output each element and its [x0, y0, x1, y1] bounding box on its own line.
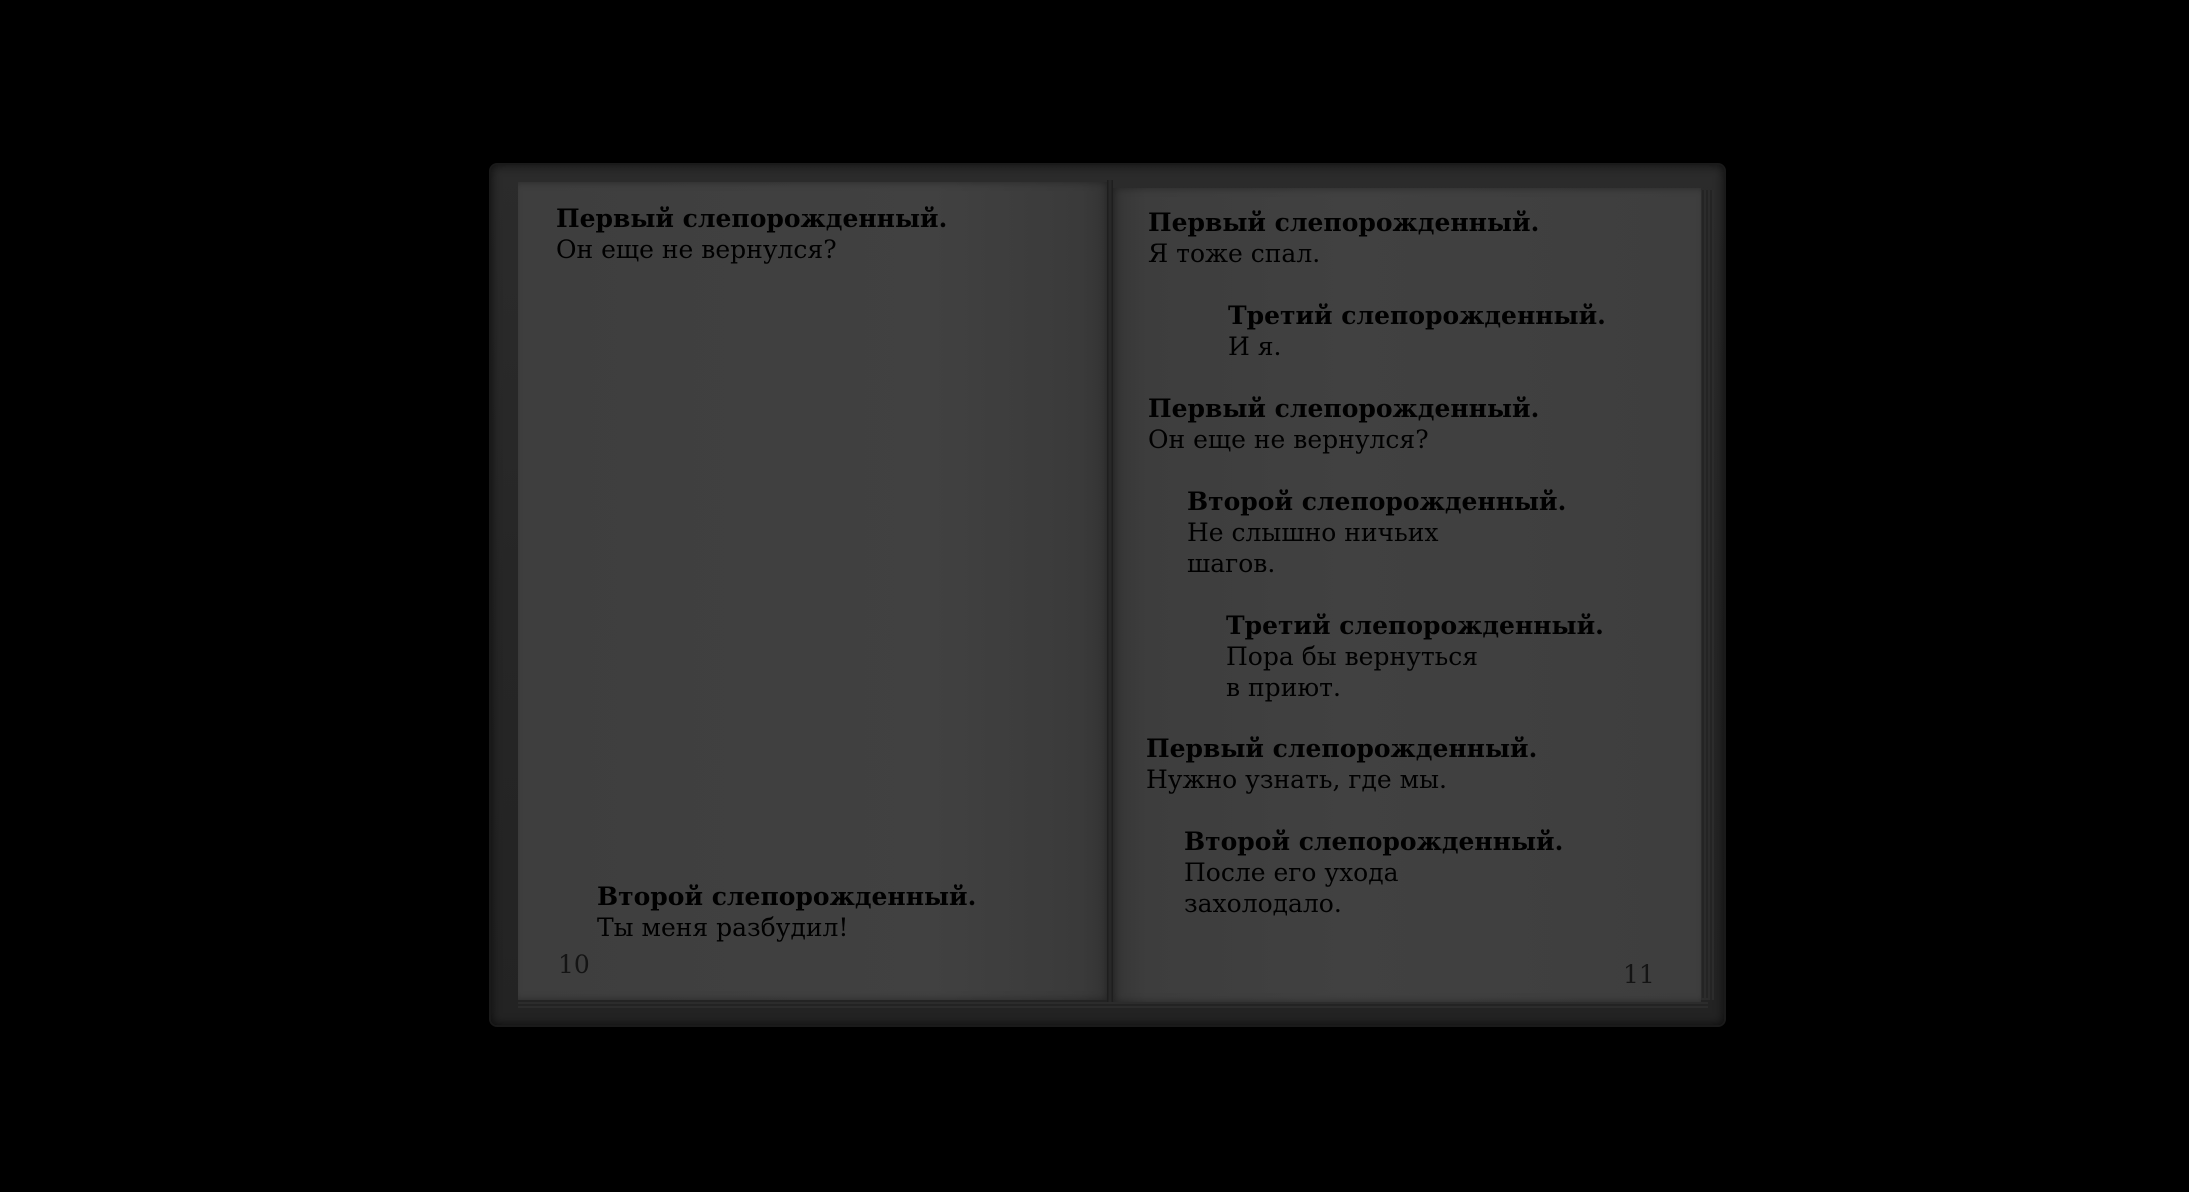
right-block-1	[1148, 207, 1539, 269]
page-number-left: 10	[558, 950, 590, 979]
dialogue-line: Он еще не вернулся?	[556, 235, 837, 264]
dialogue-line: И я.	[1228, 332, 1282, 361]
speaker-name: Первый слепорожденный.	[556, 204, 948, 233]
right-block-7	[1184, 826, 1563, 919]
dialogue-line: Он еще не вернулся?	[1148, 425, 1429, 454]
speaker-name: Первый слепорожденный.	[1148, 394, 1540, 423]
speaker-name: Второй слепорожденный.	[1187, 487, 1567, 516]
dialogue-line: в приют.	[1226, 673, 1341, 702]
dialogue-line: захолодало.	[1184, 889, 1342, 918]
speaker-name: Второй слепорожденный.	[1184, 827, 1564, 856]
dialogue-line: шагов.	[1187, 549, 1276, 578]
left-block-1	[556, 203, 947, 265]
right-block-5	[1226, 610, 1604, 703]
right-block-3	[1148, 393, 1539, 455]
speaker-name: Первый слепорожденный.	[1146, 734, 1538, 763]
left-block-2	[597, 881, 976, 943]
dialogue-line: Нужно узнать, где мы.	[1146, 765, 1447, 794]
dialogue-line: Я тоже спал.	[1148, 239, 1321, 268]
speaker-name: Второй слепорожденный.	[597, 882, 977, 911]
left-page	[518, 182, 1111, 1000]
speaker-name: Третий слепорожденный.	[1228, 301, 1606, 330]
page-edges-right	[1700, 190, 1714, 1000]
right-block-6	[1146, 733, 1537, 795]
dialogue-line: Пора бы вернуться	[1226, 642, 1479, 671]
dialogue-line: Ты меня разбудил!	[597, 913, 849, 942]
right-block-4	[1187, 486, 1566, 579]
speaker-name: Первый слепорожденный.	[1148, 208, 1540, 237]
speaker-name: Третий слепорожденный.	[1226, 611, 1604, 640]
dialogue-line: После его ухода	[1184, 858, 1399, 887]
page-number-right: 11	[1623, 960, 1655, 989]
dialogue-line: Не слышно ничьих	[1187, 518, 1439, 547]
right-block-2	[1228, 300, 1606, 362]
book-spine	[1107, 180, 1113, 1002]
